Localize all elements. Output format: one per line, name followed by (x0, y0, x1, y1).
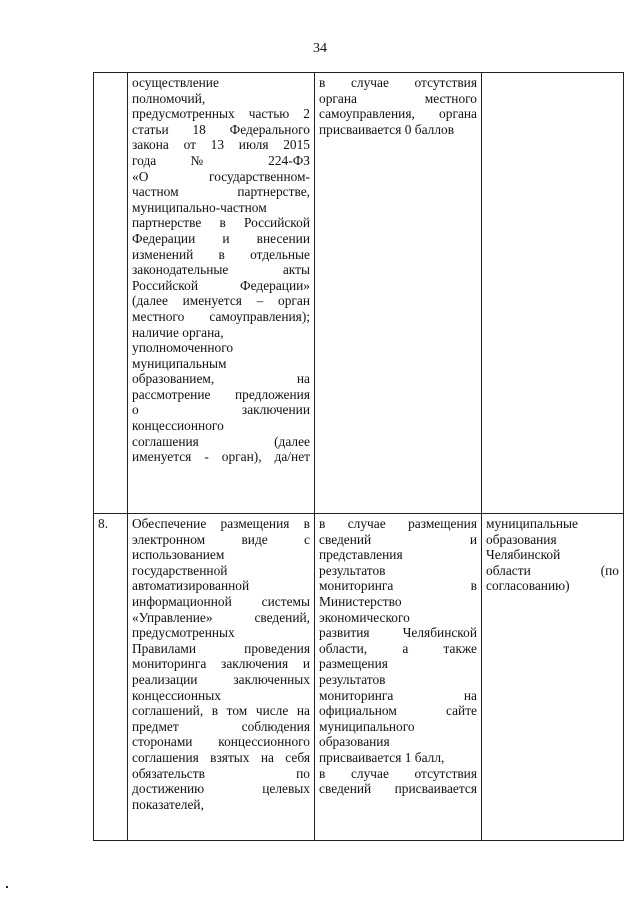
cell-text-line: обязательств по (132, 765, 310, 781)
cell-text-line: Правилами проведения (132, 640, 310, 656)
cell-text-line: размещения (319, 656, 388, 672)
cell-text-line: соглашений, в том числе на (132, 703, 310, 719)
cell-text-line: муниципальные (486, 516, 578, 531)
cell-text-line: официальном сайте (319, 703, 477, 719)
cell-text-line: образования (486, 531, 557, 547)
cell-text-line: года № 224-ФЗ (132, 152, 310, 168)
cell-text-line: уполномоченного (132, 340, 234, 356)
responsible-cell (482, 73, 624, 514)
cell-text-line: информационной системы (132, 593, 310, 609)
cell-text-line: в случае отсутствия (319, 765, 477, 781)
cell-text-line: муниципально-частном (132, 199, 267, 215)
cell-text-line: Челябинской (486, 547, 561, 563)
cell-text-line: наличие органа, (132, 324, 224, 340)
cell-text-line: области, а также (319, 640, 477, 656)
cell-text-line: Министерство (319, 593, 402, 609)
cell-text-line: Российской Федерации» (132, 277, 310, 293)
scan-speck (6, 886, 8, 888)
cell-text-line: партнерстве в Российской (132, 215, 310, 231)
cell-text-line: показателей, (132, 796, 204, 812)
cell-text-line: сведений и (319, 531, 477, 547)
row-number-cell (94, 73, 128, 514)
cell-text-line: осуществление (132, 75, 219, 90)
cell-text-line: статьи 18 Федерального (132, 121, 310, 137)
cell-text-line: органа местного (319, 90, 477, 106)
cell-text-line: именуется - орган), да/нет (132, 449, 310, 465)
cell-text-line: образования (319, 734, 390, 750)
cell-text-line: предмет соблюдения (132, 718, 310, 734)
cell-text-line: в случае размещения (319, 516, 477, 531)
activity-cell (128, 514, 315, 841)
cell-text-line: реализации заключенных (132, 671, 310, 687)
page-number: 34 (313, 41, 327, 56)
cell-text-line: Федерации и внесении (132, 230, 310, 246)
cell-text-line: мониторинга на (319, 687, 477, 703)
cell-text-line: мониторинга в (319, 578, 477, 594)
cell-text-line: о заключении (132, 402, 310, 418)
cell-text-line: частном партнерстве, (132, 184, 310, 200)
cell-text-line: «Управление» сведений, (132, 609, 310, 625)
cell-text-line: автоматизированной (132, 578, 250, 594)
cell-text-line: концессионного (132, 418, 224, 434)
cell-text-line: соглашения (далее (132, 433, 310, 449)
cell-text-line: в случае отсутствия (319, 75, 477, 90)
responsible-cell (482, 514, 624, 841)
cell-text-line: самоуправления, органа (319, 106, 477, 122)
cell-text-line: достижению целевых (132, 781, 310, 797)
cell-text-line: экономического (319, 609, 410, 625)
row-number-cell: 8. (94, 514, 128, 841)
cell-text-line: образованием, на (132, 371, 310, 387)
criteria-cell (315, 514, 482, 841)
cell-text-line: мониторинга заключения и (132, 656, 310, 672)
table-row (94, 73, 624, 514)
cell-text-line: рассмотрение предложения (132, 386, 310, 402)
cell-text-line: законодательные акты (132, 262, 310, 278)
cell-text-line: местного самоуправления); (132, 308, 310, 324)
cell-text-line: полномочий, (132, 90, 206, 106)
cell-text-line: Обеспечение размещения в (132, 516, 310, 531)
cell-text-line: изменений в отдельные (132, 246, 310, 262)
cell-text-line: области (по (486, 562, 619, 578)
cell-text-line: присваивается 0 баллов (319, 121, 455, 137)
cell-text-line: представления (319, 547, 403, 563)
cell-text-line: «О государственном- (132, 168, 310, 184)
cell-text-line: результатов (319, 562, 386, 578)
cell-text-line: результатов (319, 671, 386, 687)
cell-text-line: сторонами концессионного (132, 734, 310, 750)
cell-text-line: предусмотренных (132, 625, 235, 641)
cell-text-line: муниципального (319, 718, 415, 734)
cell-text-line: муниципальным (132, 355, 227, 371)
cell-text-line: концессионных (132, 687, 221, 703)
criteria-cell (315, 73, 482, 514)
cell-text-line: соглашения взятых на себя (132, 749, 310, 765)
cell-text-line: государственной (132, 562, 228, 578)
cell-text-line: электронном виде с (132, 531, 310, 547)
activity-cell (128, 73, 315, 514)
cell-text-line: согласованию) (486, 578, 570, 594)
table-row (94, 514, 624, 841)
cell-text-line: сведений присваивается (319, 781, 477, 797)
cell-text-line: (далее именуется – орган (132, 293, 310, 309)
cell-text-line: предусмотренных частью 2 (132, 106, 310, 122)
document-table (93, 72, 624, 841)
cell-text-line: развития Челябинской (319, 625, 477, 641)
cell-text-line: использованием (132, 547, 225, 563)
cell-text-line: присваивается 1 балл, (319, 749, 445, 765)
cell-text-line: закона от 13 июля 2015 (132, 137, 310, 153)
